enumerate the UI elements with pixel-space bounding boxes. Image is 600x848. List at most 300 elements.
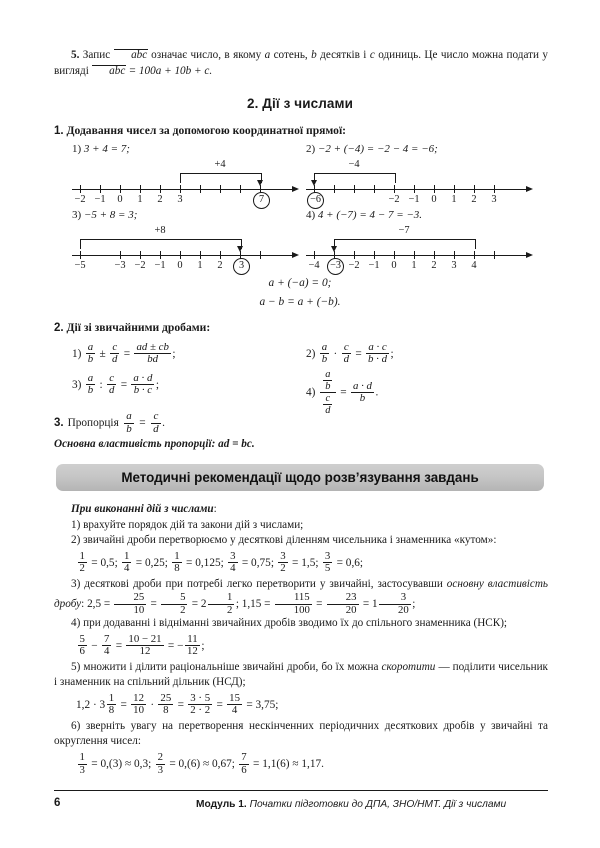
tail: ;: [390, 347, 394, 360]
rec-item-4: 4) при додаванні і відніманні звичайних дробів зводимо їх до спільного знаменника (НСК);: [71, 617, 508, 630]
tick-label: 3: [491, 194, 497, 205]
tick: [180, 251, 181, 259]
example-3-equation: [72, 209, 312, 221]
numberline-example-3: [72, 209, 312, 273]
tick: [140, 251, 141, 259]
example-1-eq-text: 3 + 4 = 7;: [83, 143, 130, 155]
rule-4-id: 4): [306, 386, 316, 399]
tick: [414, 185, 415, 193]
equals-sign: =: [135, 556, 143, 569]
item-5-text-2: означає число, в якому: [151, 49, 262, 61]
num: 7: [103, 632, 110, 645]
item-5-paragraph: [54, 48, 548, 79]
footer-module: Модуль 1.: [196, 799, 247, 810]
num: 5: [180, 591, 186, 604]
operator: ±: [99, 347, 106, 360]
example-1-id: 1): [72, 143, 82, 155]
num: c: [112, 341, 118, 353]
num: 115: [293, 591, 310, 604]
tick-label: 3: [451, 260, 457, 271]
den: 2: [280, 562, 286, 575]
example-1-axis-box: [72, 159, 312, 207]
approx-sign: ≈: [124, 757, 132, 770]
equals-sign: =: [292, 556, 299, 569]
den: 8: [158, 704, 173, 716]
equals-sign: =: [123, 347, 131, 360]
tick: [80, 251, 81, 259]
example-2-axis-box: [306, 159, 556, 207]
rec-item-3-italic: основну властивість дробу: [54, 577, 549, 611]
complex-denominator: [320, 392, 336, 416]
approx-sign: ≈: [203, 757, 210, 770]
tick: [140, 185, 141, 193]
tick-label: −1: [368, 260, 380, 271]
rule-2-id: 2): [306, 347, 316, 360]
tick: [354, 251, 355, 259]
den: b: [87, 353, 94, 366]
tick: [454, 251, 455, 259]
den: 100: [275, 604, 312, 616]
jump-label: −7: [398, 225, 410, 236]
axis-arrow-icon: [292, 252, 299, 258]
equals-sign: =: [91, 757, 98, 770]
den: b: [351, 392, 374, 404]
equals-sign: =: [91, 556, 98, 569]
example-4-equation: [306, 209, 556, 221]
tick: [394, 251, 395, 259]
tick-label: −2: [134, 260, 146, 271]
num: c: [343, 341, 349, 353]
tick: [80, 185, 81, 193]
tail: ;: [201, 639, 205, 652]
num: 10 − 21: [128, 632, 162, 645]
rounded-value: 0,67;: [212, 757, 235, 770]
example-3-id: 3): [72, 209, 82, 221]
equals-sign: =: [355, 347, 362, 360]
num: 1: [108, 691, 115, 704]
tick-label: −1: [154, 260, 166, 271]
den: d: [325, 405, 331, 417]
den: 4: [227, 704, 242, 716]
fraction-rule-2: [306, 342, 394, 366]
subsection-3-heading: [54, 411, 165, 435]
example-4-eq-text: 4 + (−7) = 4 − 7 = −3.: [317, 209, 423, 221]
example-4-id: 4): [306, 209, 316, 221]
subsection-1-heading: [54, 124, 346, 137]
tick: [434, 185, 435, 193]
num: a: [325, 369, 331, 380]
num: a: [87, 341, 94, 353]
num: 23: [345, 591, 357, 604]
subsection-2-title: Дії зі звичайними дробами:: [66, 321, 211, 334]
recommendations-body: [54, 502, 548, 778]
tick: [220, 251, 221, 259]
equals-sign: =: [191, 598, 199, 611]
footer-text: [196, 799, 506, 810]
tick: [220, 185, 221, 193]
rec-item-5-b: — поділити чисельник і знаменник на спільний дільник (НСД);: [54, 660, 548, 689]
rounded-value: 1,17.: [301, 757, 324, 770]
item-5-text-1: Запис: [82, 49, 111, 61]
den: 8: [108, 704, 115, 717]
jump-arrow-icon: [257, 180, 263, 186]
den: 6: [241, 763, 247, 776]
equals-sign: =: [246, 698, 253, 711]
den: b: [87, 384, 94, 397]
tick: [180, 185, 181, 193]
den: 3: [157, 763, 163, 776]
tick-label: 0: [431, 194, 437, 205]
value: 0,125;: [195, 556, 224, 569]
item-5-text-5: одиниць. Це число можна подати у вигляді: [54, 49, 549, 77]
rec-item-2: 2) звичайні дроби перетворюємо у десяткові діленням чисельника і знаменника «кутом»:: [71, 534, 497, 547]
equals-sign: =: [253, 757, 260, 770]
operator: :: [99, 378, 103, 391]
den: 6: [79, 645, 85, 658]
tick: [200, 185, 201, 193]
periodic-value: 1,1(6): [262, 757, 290, 770]
tick: [160, 185, 161, 193]
jump-label: −4: [348, 159, 360, 170]
multiply-sign: ·: [150, 698, 155, 711]
tick-label: −2: [74, 194, 86, 205]
tick-label: 4: [471, 260, 477, 271]
equals-sign: =: [362, 598, 370, 611]
subsection-1-title: Додавання чисел за допомогою координатної прямої:: [66, 124, 347, 137]
tick: [454, 185, 455, 193]
page-number: 6: [54, 797, 61, 809]
den: 20: [327, 604, 359, 616]
complex-numerator: [320, 369, 336, 392]
footer-title: Початки підготовки до ДПА, ЗНО/НМТ. Дії з числами: [249, 799, 507, 810]
num: a: [87, 372, 94, 384]
num: 25: [133, 591, 145, 604]
den: 4: [103, 645, 110, 658]
e2-lead: 1,15 =: [241, 598, 271, 611]
jump-arrow-icon: [237, 246, 243, 252]
rounded-value: 0,3;: [133, 757, 152, 770]
num: 3 · 5: [190, 691, 211, 704]
tick: [354, 185, 355, 193]
tick: [260, 251, 261, 259]
den: d: [343, 353, 350, 366]
tail: ;: [172, 347, 176, 360]
tick-label: 2: [217, 260, 223, 271]
jump-label: +4: [214, 159, 226, 170]
tick: [200, 251, 201, 259]
num: 3: [230, 549, 236, 562]
tick: [160, 251, 161, 259]
periodic-value: 0,(6): [178, 757, 201, 770]
rec-item-3: [54, 577, 548, 616]
fraction-rule-3: [72, 373, 159, 397]
example-3-axis-box: [72, 225, 312, 273]
den: b · d: [368, 353, 387, 366]
overline-abc-2: abc: [92, 65, 126, 78]
den: 2: [161, 604, 187, 616]
subsection-2-number: 2.: [54, 322, 64, 334]
jump-bracket: [80, 239, 242, 249]
tick-label: −2: [388, 194, 400, 205]
example-2-eq-text: −2 + (−4) = −2 − 4 = −6;: [317, 143, 438, 155]
num: 3: [400, 591, 407, 604]
numberline-example-2: [306, 143, 556, 207]
minus-sign: −: [177, 639, 184, 652]
tail: .: [162, 416, 165, 429]
tick: [494, 185, 495, 193]
den: bd: [134, 353, 170, 365]
tail: .: [375, 386, 379, 399]
example-2-equation: [306, 143, 556, 155]
axis-arrow-icon: [292, 186, 299, 192]
num: c: [153, 410, 159, 422]
den: b: [126, 422, 132, 435]
den: d: [153, 422, 159, 435]
equals-sign: =: [186, 556, 193, 569]
periodic-value: 0,(3): [100, 757, 123, 770]
subsection-2-heading: [54, 321, 210, 334]
rec-item-6: 6) зверніть увагу на перетворення нескінченних періодичних десяткових дробів у звичайні та округлення чисел:: [54, 719, 548, 748]
tick-label: −4: [308, 260, 320, 271]
complex-fraction: [320, 369, 336, 416]
tick-label: 0: [391, 260, 397, 271]
tick-label: 0: [117, 194, 123, 205]
rec-row-3-inline: [87, 591, 416, 616]
tail: ;: [235, 598, 239, 611]
num: 12: [133, 691, 144, 704]
rec-item-3-a: 3) десяткові дроби при потребі легко перетворити у звичайні, застосувавши: [71, 577, 447, 590]
tail: ;: [412, 598, 416, 611]
num: 7: [241, 751, 247, 764]
identity-1: [0, 277, 600, 289]
equals-sign: =: [177, 698, 184, 711]
equals-sign: =: [316, 598, 323, 611]
num: ad ± cb: [136, 341, 169, 353]
num: 1: [174, 549, 180, 562]
rec-intro-italic: При виконанні дій з числами: [71, 503, 214, 515]
mixed-int: 3: [99, 698, 106, 711]
num: a: [321, 341, 328, 353]
num: 2: [157, 751, 163, 764]
equals-sign: =: [169, 757, 176, 770]
num: a · d: [133, 372, 153, 384]
num: 1: [79, 751, 85, 764]
tick: [314, 251, 315, 259]
rec-item-5-a: 5) множити і ділити раціональніше звичайні дроби, бо їх можна: [71, 660, 382, 673]
fraction-rule-1: [72, 342, 176, 366]
tick: [474, 251, 475, 259]
jump-arrow-icon: [331, 246, 337, 252]
equals-sign: =: [216, 698, 223, 711]
tick-label: −1: [94, 194, 106, 205]
footer-divider: [54, 790, 548, 791]
item-5-formula-tail: = 100a + 10b + c.: [128, 64, 213, 77]
den: 5: [324, 562, 331, 575]
tick-label: 3: [177, 194, 183, 205]
example-3-eq-text: −5 + 8 = 3;: [83, 209, 138, 221]
den: b: [325, 381, 331, 393]
numberline-example-1: [72, 143, 312, 207]
value: 0,25;: [145, 556, 168, 569]
den: 10: [133, 704, 144, 717]
subsection-1-number: 1.: [54, 125, 64, 137]
item-5-text-4: десятків і: [320, 49, 367, 61]
tick: [434, 251, 435, 259]
tick-label: 1: [137, 194, 143, 205]
rec-intro-tail: :: [213, 503, 217, 515]
equals-sign: =: [120, 378, 128, 391]
num: 5: [79, 632, 85, 645]
num: 3: [324, 549, 331, 562]
tick: [100, 185, 101, 193]
tick: [474, 185, 475, 193]
den: 3: [79, 763, 85, 776]
tick-label: 2: [157, 194, 163, 205]
tick: [394, 185, 395, 193]
item-5-text-3: сотень,: [273, 49, 308, 61]
proportion-property: Основна властивість пропорції: ad = bc.: [54, 438, 255, 450]
result-circle: 3: [233, 258, 250, 275]
e1-lead: 2,5 =: [87, 598, 111, 611]
tick-label: 1: [411, 260, 417, 271]
tick: [120, 185, 121, 193]
rec-row-2: [76, 551, 548, 575]
overline-abc-1: abc: [114, 49, 148, 62]
tick-label: −2: [348, 260, 360, 271]
methodical-recommendations-banner: [56, 464, 544, 491]
variable-b: b: [311, 49, 317, 61]
den: 8: [174, 562, 180, 575]
tick: [414, 251, 415, 259]
banner-label: Методичні рекомендації щодо розв’язування завдань: [121, 470, 479, 485]
identity-2: [0, 296, 600, 308]
item-5-number: 5.: [71, 49, 80, 61]
result-circle: 7: [253, 192, 270, 209]
equals-sign: =: [241, 556, 249, 569]
jump-label: +8: [154, 225, 166, 236]
den: 20: [379, 604, 411, 616]
den: 4: [124, 562, 130, 575]
den: 12: [187, 645, 198, 658]
rec-row-4: [76, 634, 548, 658]
tick: [240, 185, 241, 193]
num: a · d: [352, 379, 372, 392]
lead: 1,2 ·: [76, 698, 97, 711]
tick: [374, 185, 375, 193]
equals-sign: =: [115, 639, 123, 652]
operator: −: [91, 639, 98, 652]
num: 3: [280, 549, 286, 562]
approx-sign: ≈: [292, 757, 299, 770]
jump-bracket: [334, 239, 476, 249]
axis-arrow-icon: [526, 186, 533, 192]
num: 1: [226, 591, 233, 604]
den: b: [321, 353, 328, 366]
den: 10: [114, 604, 146, 616]
rec-item-3-b: :: [81, 598, 88, 611]
result-circle: −3: [327, 258, 344, 275]
tick-label: 2: [431, 260, 437, 271]
value: 0,5;: [100, 556, 118, 569]
den: 12: [126, 645, 163, 657]
rec-item-1: 1) врахуйте порядок дій та закони дій з числами;: [71, 518, 304, 531]
jump-arrow-icon: [311, 180, 317, 186]
rec-item-5: [54, 660, 548, 691]
num: a · c: [368, 341, 387, 353]
example-1-equation: [72, 143, 312, 155]
rule-1-id: 1): [72, 347, 82, 360]
den: d: [112, 353, 118, 366]
example-2-id: 2): [306, 143, 316, 155]
tick-label: −1: [408, 194, 420, 205]
num: 1: [124, 549, 130, 562]
equals-sign: =: [120, 698, 127, 711]
rec-item-5-italic: скоротити: [381, 660, 436, 673]
num: c: [109, 372, 115, 384]
tick: [334, 185, 335, 193]
identity-1-text: a + (−a) = 0;: [268, 277, 332, 289]
result: 3,75;: [255, 698, 279, 711]
tick: [120, 251, 121, 259]
value: 1,5;: [301, 556, 319, 569]
axis-arrow-icon: [526, 252, 533, 258]
variable-a: a: [264, 49, 271, 61]
value: 0,75;: [251, 556, 274, 569]
mixed-int: 2: [200, 598, 207, 611]
subsection-3-title: Пропорція: [67, 416, 119, 429]
tick-label: 1: [197, 260, 203, 271]
rec-row-5: [76, 693, 548, 717]
equals-sign: =: [340, 386, 347, 399]
operator: ·: [333, 347, 338, 360]
num: a: [126, 410, 132, 422]
num: 11: [187, 632, 198, 645]
equals-sign: =: [150, 598, 157, 611]
num: c: [325, 393, 331, 405]
jump-bracket: [314, 173, 396, 183]
tick-label: −5: [74, 260, 86, 271]
mixed-int: 1: [371, 598, 378, 611]
num: 25: [160, 691, 172, 704]
den: d: [108, 384, 115, 397]
equals-sign: =: [167, 639, 175, 652]
rec-row-6: [76, 752, 548, 776]
den: 2 · 2: [190, 704, 211, 717]
tick-label: −3: [114, 260, 126, 271]
fraction-rule-4: [306, 369, 378, 416]
numberline-example-4: [306, 209, 556, 273]
tick: [374, 251, 375, 259]
subsection-3-number: 3.: [54, 416, 64, 429]
tick: [494, 251, 495, 259]
equals-sign: =: [139, 416, 146, 429]
example-4-axis-box: [306, 225, 556, 273]
section-heading: 2. Дії з числами: [246, 96, 353, 111]
equals-sign: =: [336, 556, 343, 569]
num: 15: [229, 691, 240, 704]
identity-2-text: a − b = a + (−b).: [259, 296, 341, 308]
tail: ;: [155, 378, 160, 391]
den: 2: [79, 562, 85, 575]
den: b · c: [131, 384, 154, 396]
rule-3-id: 3): [72, 378, 82, 391]
tick-label: 1: [451, 194, 457, 205]
rec-intro: [54, 502, 548, 518]
result-circle: −6: [307, 192, 324, 209]
jump-bracket: [180, 173, 262, 183]
value: 0,6;: [345, 556, 364, 569]
tick-label: 0: [177, 260, 183, 271]
